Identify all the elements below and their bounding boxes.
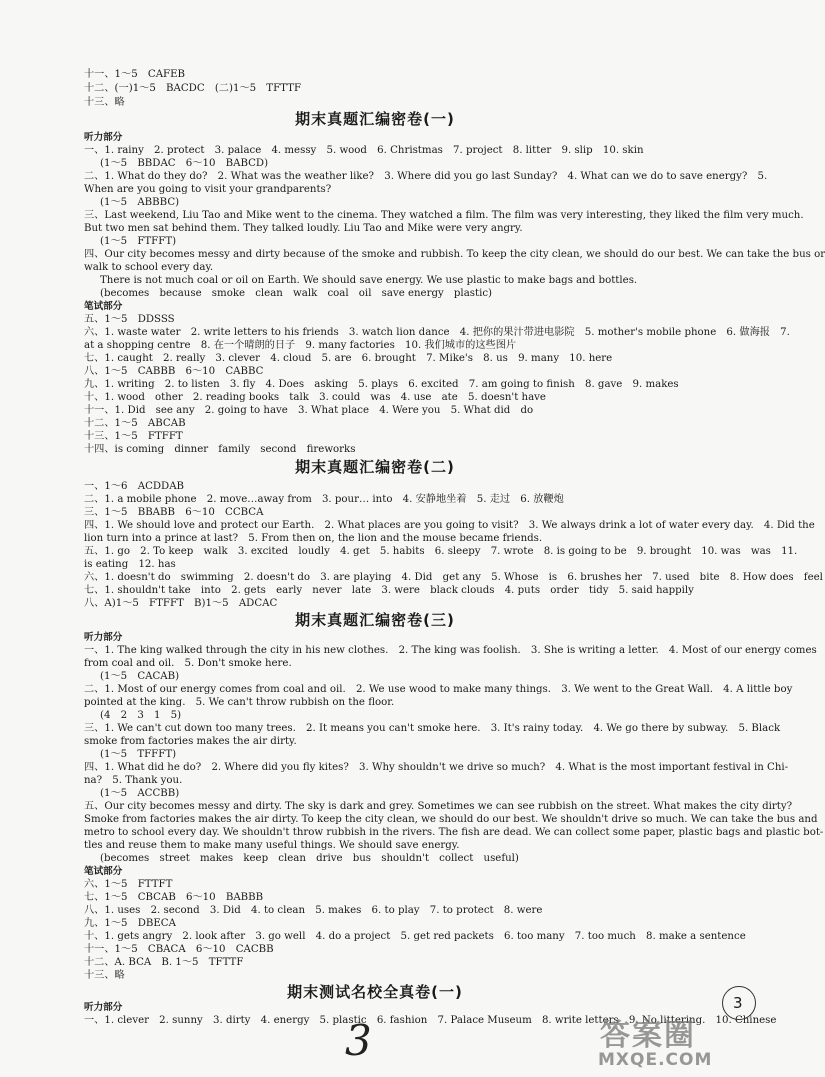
handwritten-page-number: 3 — [345, 1016, 372, 1065]
answer-line: 六、1～5 FTTFT — [84, 879, 173, 890]
answer-line: 四、Our city becomes messy and dirty because of the smoke and rubbish. To keep the city clean, we should do our best. We can take the bus or — [84, 249, 825, 260]
answer-line: 五、1. go 2. To keep walk 3. excited loudly 4. get 5. habits 6. sleepy 7. wrote 8. is going to be 9. brought 10. was was 11. — [84, 546, 798, 557]
answer-line: 十一、1～5 CBACA 6～10 CACBB — [84, 944, 274, 955]
header-line: 十一、1～5 CAFEB — [84, 69, 186, 80]
section-subheading: 笔试部分 — [84, 866, 123, 877]
answer-line: 六、1. waste water 2. write letters to his friends 3. watch lion dance 4. 把你的果汁带进电影院 5. mother's mobile phone 6. 做海报 7. — [84, 327, 790, 338]
answer-line: 三、1. We can't cut down too many trees. 2. It means you can't smoke here. 3. It's rainy today. 4. We go there by subway. 5. Black — [84, 723, 781, 734]
answer-line: smoke from factories makes the air dirty. — [84, 736, 297, 747]
watermark-logo — [592, 1010, 742, 1072]
page-number-tab: 3 — [722, 986, 756, 1020]
answer-line: 一、1. rainy 2. protect 3. palace 4. messy 5. wood 6. Christmas 7. project 8. litter 9. slip 10. skin — [84, 145, 644, 156]
answer-line: 十四、is coming dinner family second fireworks — [84, 444, 356, 455]
answer-line: 十二、1～5 ABCAB — [84, 418, 186, 429]
answer-line: 十、1. gets angry 2. look after 3. go well 4. do a project 5. get red packets 6. too many 7. too much 8. make a sentence — [84, 931, 746, 942]
answer-line: (1～5 CACAB) — [100, 671, 180, 682]
section-title: 期末真题汇编密卷(三) — [295, 611, 455, 629]
answer-line: (1～5 TFFFT) — [100, 749, 177, 760]
header-line: 十三、略 — [84, 97, 125, 108]
answer-line: 十一、1. Did see any 2. going to have 3. What place 4. Were you 5. What did do — [84, 405, 534, 416]
section-subheading: 听力部分 — [84, 632, 123, 643]
answer-line: 四、1. What did he do? 2. Where did you fly kites? 3. Why shouldn't we drive so much? 4. What is the most important festival in Chi- — [84, 762, 789, 773]
section-subheading: 听力部分 — [84, 1002, 123, 1013]
answer-line: (1～5 ACCBB) — [100, 788, 180, 799]
answer-line: 八、1～5 CABBB 6～10 CABBC — [84, 366, 264, 377]
answer-line: 六、1. doesn't do swimming 2. doesn't do 3. are playing 4. Did get any 5. Whose is 6. brushes her 7. used bite 8. How does feel — [84, 572, 823, 583]
answer-line: (4 2 3 1 5) — [100, 710, 182, 721]
answer-line: 七、1. caught 2. really 3. clever 4. cloud 5. are 6. brought 7. Mike's 8. us 9. many 10. here — [84, 353, 613, 364]
answer-line: 二、1. What do they do? 2. What was the weather like? 3. Where did you go last Sunday? 4. What can we do to save energy? 5. — [84, 171, 768, 182]
section-title: 期末真题汇编密卷(二) — [295, 458, 455, 476]
answer-line: 一、1. clever 2. sunny 3. dirty 4. energy 5. plastic 6. fashion 7. Palace Museum 8. write letters 9. No littering. 10. Chinese — [84, 1015, 777, 1026]
answer-line: 十、1. wood other 2. reading books talk 3. could was 4. use ate 5. doesn't have — [84, 392, 546, 403]
answer-line: 五、Our city becomes messy and dirty. The sky is dark and grey. Sometimes we can see rubbish on the street. What makes the city dirty? — [84, 801, 793, 812]
answer-line: (1～5 ABBBC) — [100, 197, 180, 208]
answer-line: 一、1～6 ACDDAB — [84, 481, 185, 492]
answer-line: 三、Last weekend, Liu Tao and Mike went to the cinema. They watched a film. The film was very interesting, they liked the film very much. — [84, 210, 804, 221]
answer-line: When are you going to visit your grandparents? — [84, 184, 332, 195]
answer-line: 三、1～5 BBABB 6～10 CCBCA — [84, 507, 264, 518]
answer-line: (becomes because smoke clean walk coal oil save energy plastic) — [100, 288, 493, 299]
answer-line: 四、1. We should love and protect our Earth. 2. What places are you going to visit? 3. We always drink a lot of water every day. 4. Did the — [84, 520, 815, 531]
answer-line: from coal and oil. 5. Don't smoke here. — [84, 658, 292, 669]
answer-line: There is not much coal or oil on Earth. We should save energy. We use plastic to make bags and bottles. — [100, 275, 638, 286]
answer-line: But two men sat behind them. They talked loudly. Liu Tao and Mike were very angry. — [84, 223, 523, 234]
answer-line: is eating 12. has — [84, 559, 176, 570]
section-title: 期末真题汇编密卷(一) — [295, 110, 455, 128]
section-title: 期末测试名校全真卷(一) — [287, 983, 463, 1001]
answer-line: na? 5. Thank you. — [84, 775, 183, 786]
answer-line: pointed at the king. 5. We can't throw rubbish on the floor. — [84, 697, 395, 708]
answer-line: 七、1～5 CBCAB 6～10 BABBB — [84, 892, 264, 903]
answer-line: 一、1. The king walked through the city in his new clothes. 2. The king was foolish. 3. She is writing a letter. 4. Most of our energy comes — [84, 645, 817, 656]
answer-line: 八、A)1～5 FTFFT B)1～5 ADCAC — [84, 598, 278, 609]
answer-line: 二、1. Most of our energy comes from coal and oil. 2. We use wood to make many things. 3. We went to the Great Wall. 4. A little boy — [84, 684, 793, 695]
answer-line: 九、1～5 DBECA — [84, 918, 176, 929]
answer-line: (becomes street makes keep clean drive bus shouldn't collect useful) — [100, 853, 519, 864]
answer-line: 五、1～5 DDSSS — [84, 314, 175, 325]
answer-line: metro to school every day. We shouldn't throw rubbish in the rivers. The fish are dead. We can collect some paper, plastic bags and plastic bot- — [84, 827, 824, 838]
answer-line: walk to school every day. — [84, 262, 214, 273]
answer-line: 十三、略 — [84, 970, 125, 981]
answer-line: 十三、1～5 FTFFT — [84, 431, 183, 442]
answer-line: Smoke from factories makes the air dirty. To keep the city clean, we should do our best. We shouldn't drive so much. We can take the bus and — [84, 814, 818, 825]
header-line: 十二、(一)1～5 BACDC (二)1～5 TFTTF — [84, 83, 302, 94]
watermark-text: 答案圈 — [600, 1018, 696, 1053]
watermark-url: MXQE.COM — [598, 1050, 713, 1070]
section-subheading: 笔试部分 — [84, 301, 123, 312]
answer-line: at a shopping centre 8. 在一个晴朗的日子 9. many factories 10. 我们城市的这些图片 — [84, 340, 517, 351]
answer-line: 七、1. shouldn't take into 2. gets early never late 3. were black clouds 4. puts order tidy 5. said happily — [84, 585, 694, 596]
answer-line: (1～5 BBDAC 6～10 BABCD) — [100, 158, 269, 169]
answer-line: 十二、A. BCA B. 1～5 TFTTF — [84, 957, 244, 968]
answer-line: 九、1. writing 2. to listen 3. fly 4. Does asking 5. plays 6. excited 7. am going to finish 8. gave 9. makes — [84, 379, 679, 390]
answer-line: 八、1. uses 2. second 3. Did 4. to clean 5. makes 6. to play 7. to protect 8. were — [84, 905, 543, 916]
section-subheading: 听力部分 — [84, 132, 123, 143]
answer-line: (1～5 FTFFT) — [100, 236, 177, 247]
answer-line: lion turn into a prince at last? 5. From then on, the lion and the mouse became friends. — [84, 533, 543, 544]
answer-line: tles and reuse them to make many useful things. We should save energy. — [84, 840, 460, 851]
answer-line: 二、1. a mobile phone 2. move…away from 3. pour… into 4. 安静地坐着 5. 走过 6. 放鞭炮 — [84, 494, 564, 505]
